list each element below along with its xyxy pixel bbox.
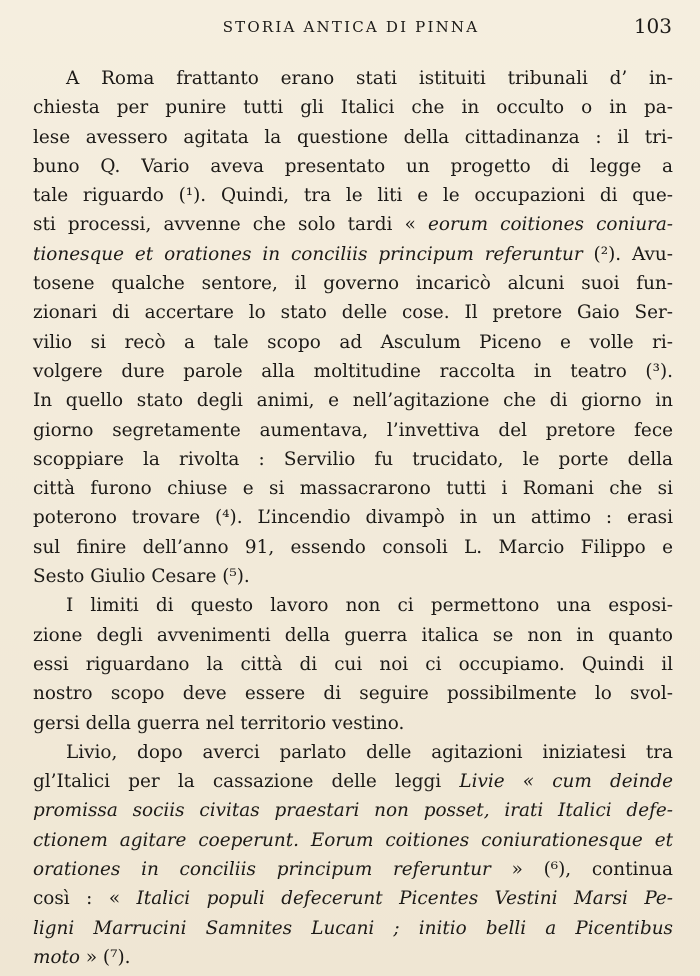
text-line: tosene qualche sentore, il governo incaricò alcuni suoi fun- [33, 273, 673, 295]
body-text [33, 64, 673, 972]
latin-quote: eorum coitiones coniura- [427, 214, 674, 236]
text-line: giorno segretamente aumentava, l’invettiva del pretore fece [33, 419, 673, 441]
text-line: poterono trovare (⁴). L’incendio divampò in un attimo : erasi [33, 507, 673, 529]
text-line: buno Q. Vario aveva presentato un progetto di legge a [33, 155, 673, 177]
text-line: scoppiare la rivolta : Servilio fu trucidato, le porte della [33, 448, 673, 470]
latin-quote: moto [33, 946, 80, 968]
latin-quote: promissa sociis civitas praestari non posset, irati Italici defe- [33, 800, 673, 822]
roman-text: così : « [33, 888, 137, 910]
text-line [33, 914, 673, 943]
text-line: I limiti di questo lavoro non ci permettono una esposi- [66, 595, 673, 617]
text-line: Livio, dopo averci parlato delle agitazioni iniziatesi tra [66, 741, 673, 763]
text-line [33, 884, 673, 913]
text-line: Sesto Giulio Cesare (⁵). [33, 566, 250, 588]
roman-text: » (⁶), continua [490, 859, 674, 881]
text-line [33, 240, 673, 269]
roman-text: sti processi, avvenne che solo tardi « [33, 214, 428, 236]
text-line: zione degli avvenimenti della guerra italica se non in quanto [33, 624, 673, 646]
text-line: A Roma frattanto erano stati istituiti tribunali d’ in- [66, 68, 673, 89]
latin-quote: ligni Marrucini Samnites Lucani ; initio belli a Picentibus [33, 917, 673, 939]
running-title: STORIA ANTICA DI PINNA [222, 18, 480, 36]
roman-text: gl’Italici per la cassazione delle leggi [33, 771, 460, 793]
latin-quote: ctionem agitare coeperunt. Eorum coitiones coniurationesque et [33, 829, 673, 851]
text-line [33, 855, 673, 884]
text-line: essi riguardano la città di cui noi ci occupiamo. Quindi il [33, 653, 673, 675]
text-line: nostro scopo deve essere di seguire possibilmente lo svol- [33, 683, 673, 705]
text-line: lese avessero agitata la questione della cittadinanza : il tri- [33, 126, 673, 148]
roman-text: (²). Avu- [582, 243, 673, 265]
latin-quote: orationes in conciliis principum referuntur [33, 859, 491, 881]
text-line [33, 210, 673, 239]
page-header [30, 14, 672, 42]
text-line: In quello stato degli animi, e nell’agitazione che di giorno in [33, 390, 673, 412]
text-line: gersi della guerra nel territorio vestino. [33, 712, 405, 734]
text-line [33, 796, 673, 825]
text-line [33, 826, 673, 855]
page-number: 103 [633, 14, 672, 38]
text-line: sul finire dell’anno 91, essendo consoli L. Marcio Filippo e [33, 536, 673, 558]
text-line: città furono chiuse e si massacrarono tutti i Romani che si [33, 478, 673, 500]
text-line: volgere dure parole alla moltitudine raccolta in teatro (³). [33, 360, 673, 382]
latin-quote: tionesque et orationes in conciliis principum referuntur [33, 243, 583, 265]
text-line [33, 943, 673, 972]
latin-quote: Italici populi defecerunt Picentes Vestini Marsi Pe- [136, 888, 673, 910]
roman-text: » (⁷). [79, 946, 131, 968]
text-line [33, 767, 673, 796]
latin-quote: Livie « cum deinde [459, 771, 673, 793]
text-line: vilio si recò a tale scopo ad Asculum Piceno e volle ri- [33, 331, 673, 353]
text-line: chiesta per punire tutti gli Italici che in occulto o in pa- [33, 97, 673, 119]
text-line: tale riguardo (¹). Quindi, tra le liti e le occupazioni di que- [33, 185, 673, 207]
text-line: zionari di accertare lo stato delle cose. Il pretore Gaio Ser- [33, 302, 673, 324]
